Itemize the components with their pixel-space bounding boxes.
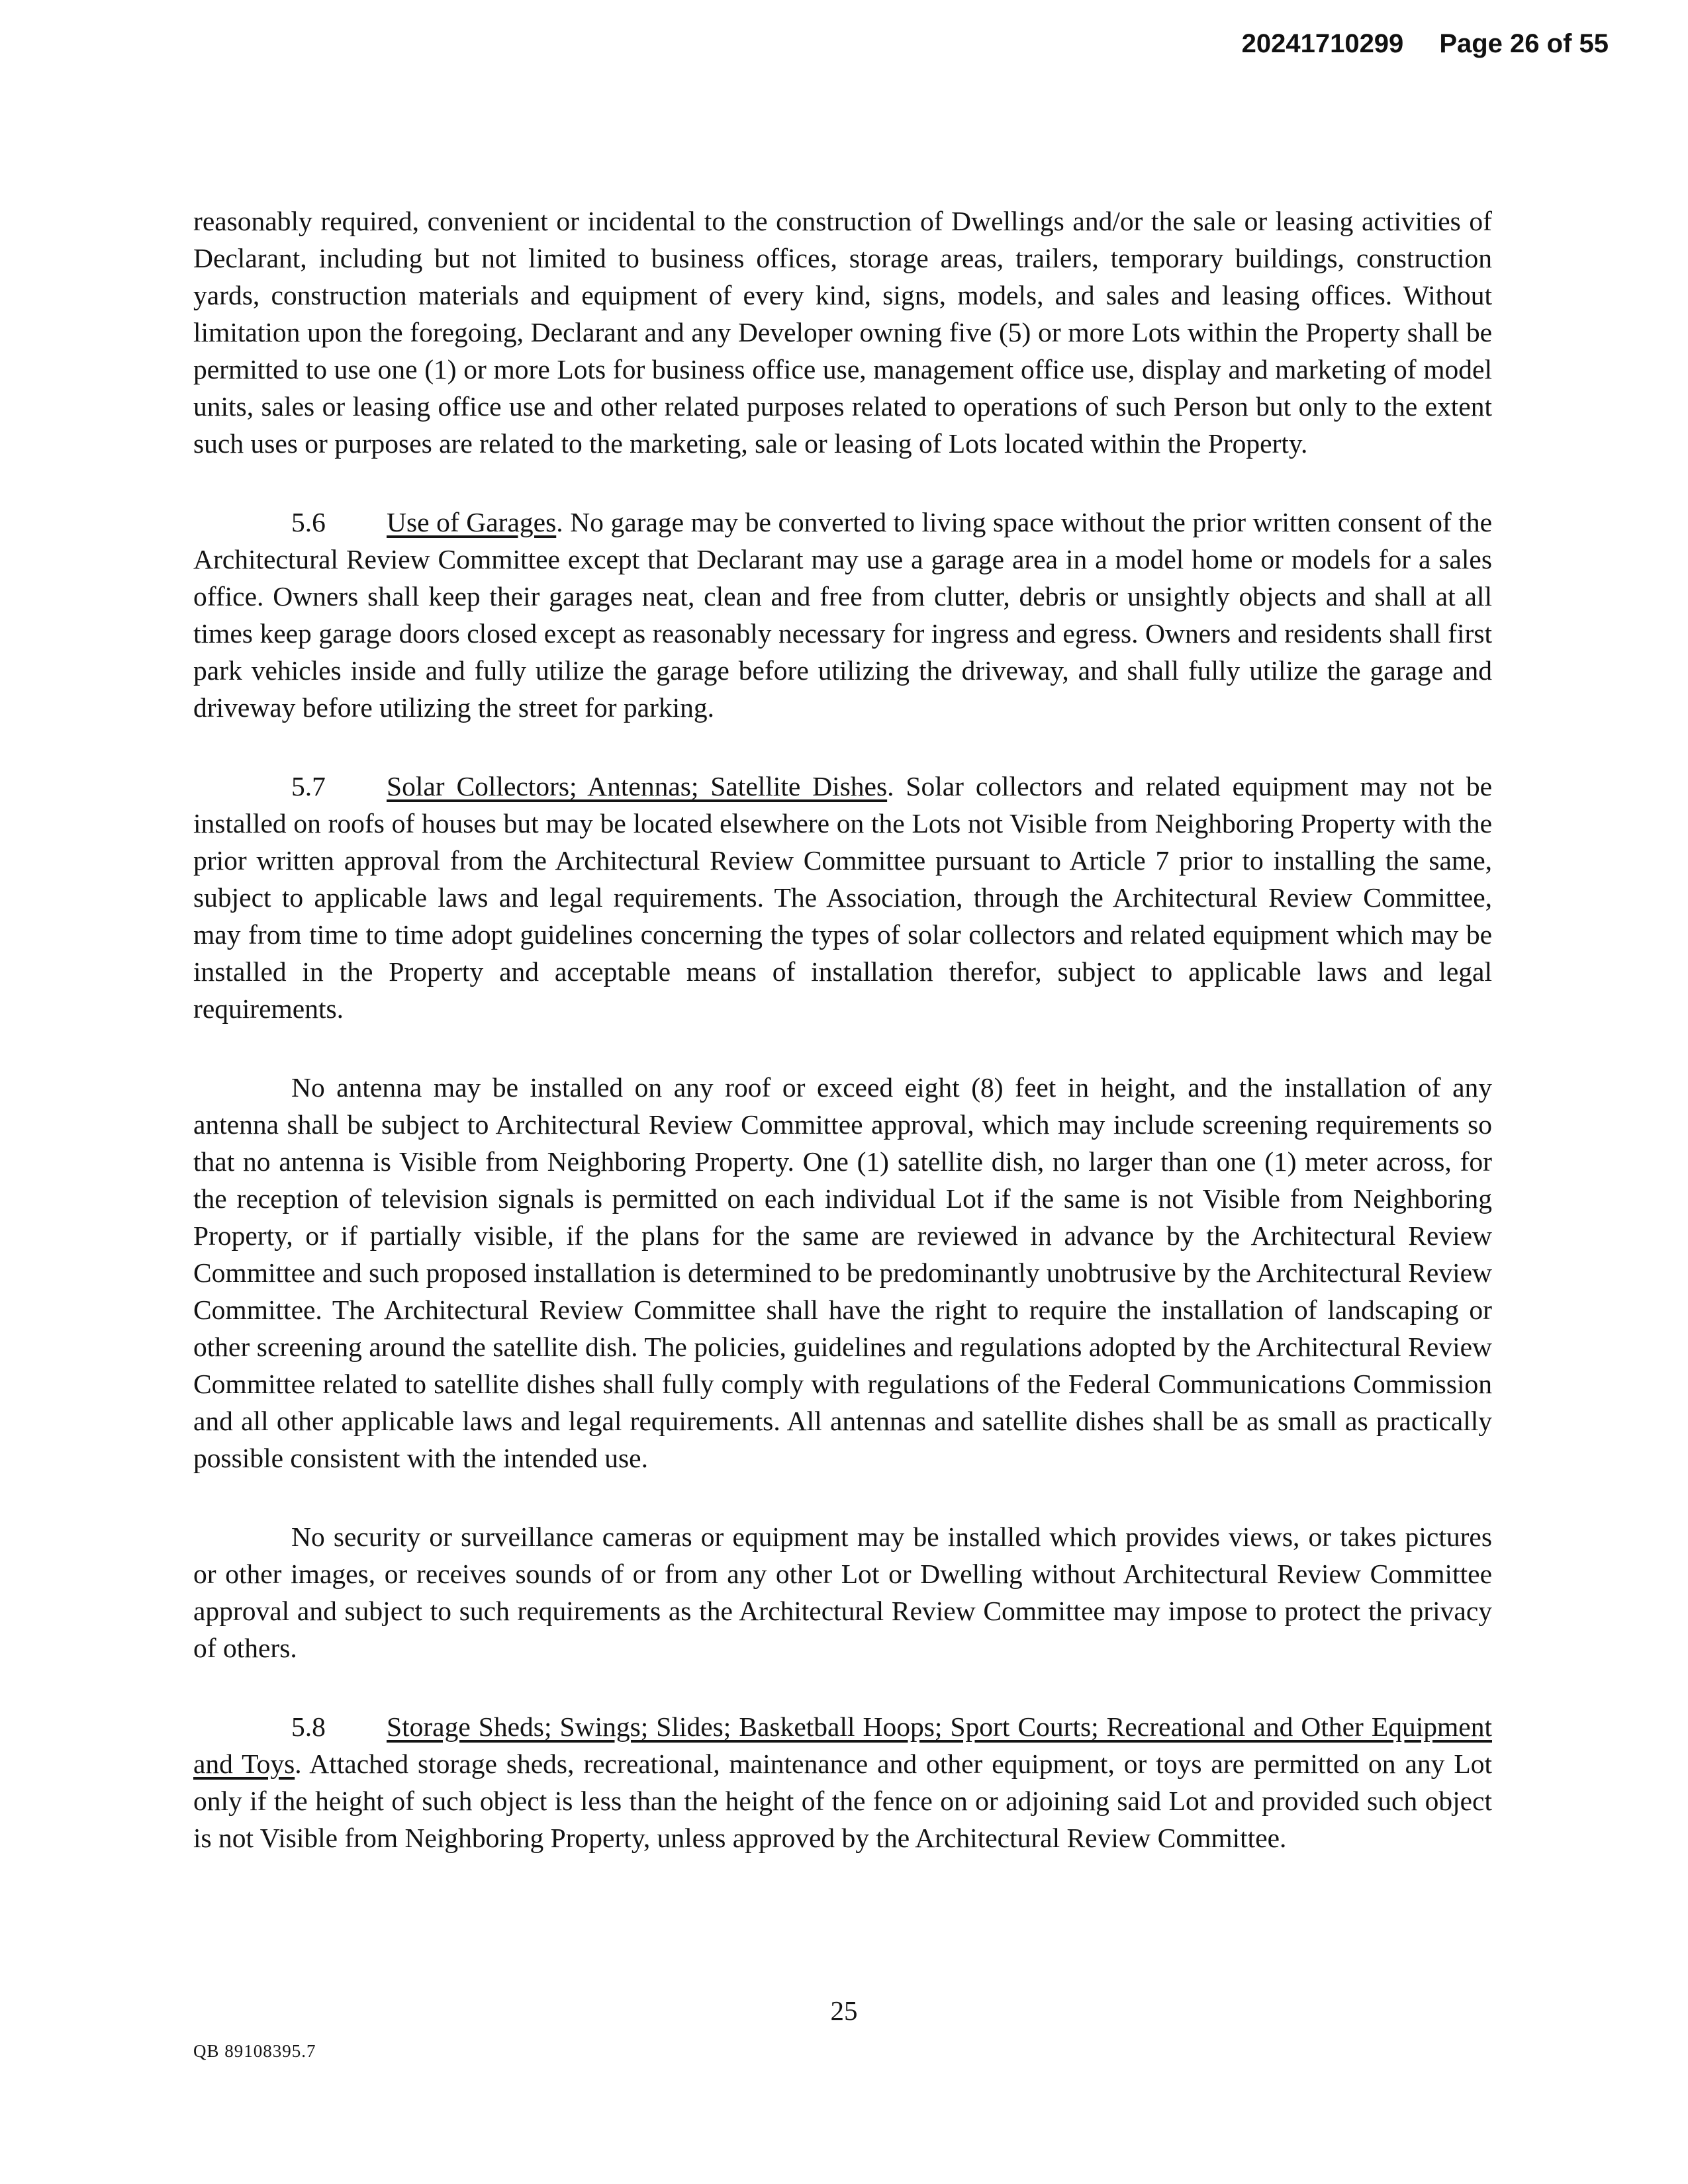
document-code: QB 89108395.7 [193,2041,316,2061]
section-title: Use of Garages [387,507,557,537]
section-text: . Attached storage sheds, recreational, maintenance and other equipment, or toys are permitted on any Lot only if the height of such object is less than the height of the fence on or adjoining said Lot and provided such object is not Visible from Neighboring Property, unless approved by the Architectural Review Committee. [193,1749,1492,1853]
section-number: 5.6 [291,507,326,537]
recording-stamp [1242,29,1609,59]
page-number: 25 [830,1995,858,2026]
section-5-8 [193,1708,1492,1856]
security-paragraph: No security or surveillance cameras or equipment may be installed which provides views, or takes pictures or other images, or receives sounds of or from any other Lot or Dwelling without Architectural Review Committee approval and subject to such requirements as the Architectural Review Committee may impose to protect the privacy of others. [193,1522,1492,1663]
section-title: Solar Collectors; Antennas; Satellite Dishes [387,771,888,801]
section-5-7 [193,768,1492,1027]
section-number: 5.8 [291,1711,326,1742]
section-number: 5.7 [291,771,326,801]
section-text: . No garage may be converted to living space without the prior written consent of the Architectural Review Committee except that Declarant may use a garage area in a model home or models for a sales office. Owners shall keep their garages neat, clean and free from clutter, debris or unsightly objects and shall at all times keep garage doors closed except as reasonably necessary for ingress and egress. Owners and residents shall first park vehicles inside and fully utilize the garage before utilizing the driveway, and shall fully utilize the garage and driveway before utilizing the street for parking. [193,507,1492,723]
section-title: Storage Sheds; Swings; Slides; Basketball Hoops; Sport Courts; Recreational and Other Equipment and Toys [193,1711,1492,1779]
antenna-paragraph: No antenna may be installed on any roof or exceed eight (8) feet in height, and the installation of any antenna shall be subject to Architectural Review Committee approval, which may include screening requirements so that no antenna is Visible from Neighboring Property. One (1) satellite dish, no larger than one (1) meter across, for the reception of television signals is permitted on each individual Lot if the same is not Visible from Neighboring Property, or if partially visible, if the plans for the same are reviewed in advance by the Architectural Review Committee and such proposed installation is determined to be predominantly unobtrusive by the Architectural Review Committee. The Architectural Review Committee shall have the right to require the installation of landscaping or other screening around the satellite dish. The policies, guidelines and regulations adopted by the Architectural Review Committee related to satellite dishes shall fully comply with regulations of the Federal Communications Commission and all other applicable laws and legal requirements. All antennas and satellite dishes shall be as small as practically possible consistent with the intended use. [193,1072,1492,1473]
page-info: Page 26 of 55 [1439,29,1609,58]
section-5-6 [193,504,1492,726]
document-body [193,203,1492,1898]
continuation-paragraph: reasonably required, convenient or incidental to the construction of Dwellings and/or the sale or leasing activities of Declarant, including but not limited to business offices, storage areas, trailers, temporary buildings, construction yards, construction materials and equipment of every kind, signs, models, and sales and leasing offices. Without limitation upon the foregoing, Declarant and any Developer owning five (5) or more Lots within the Property shall be permitted to use one (1) or more Lots for business office use, management office use, display and marketing of model units, sales or leasing office use and other related purposes related to operations of such Person but only to the extent such uses or purposes are related to the marketing, sale or leasing of Lots located within the Property. [193,206,1492,459]
document-number: 20241710299 [1241,29,1404,58]
section-text: . Solar collectors and related equipment may not be installed on roofs of houses but may be located elsewhere on the Lots not Visible from Neighboring Property with the prior written approval from the Architectural Review Committee pursuant to Article 7 prior to installing the same, subject to applicable laws and legal requirements. The Association, through the Architectural Review Committee, may from time to time adopt guidelines concerning the types of solar collectors and related equipment which may be installed in the Property and acceptable means of installation therefor, subject to applicable laws and legal requirements. [193,771,1492,1024]
